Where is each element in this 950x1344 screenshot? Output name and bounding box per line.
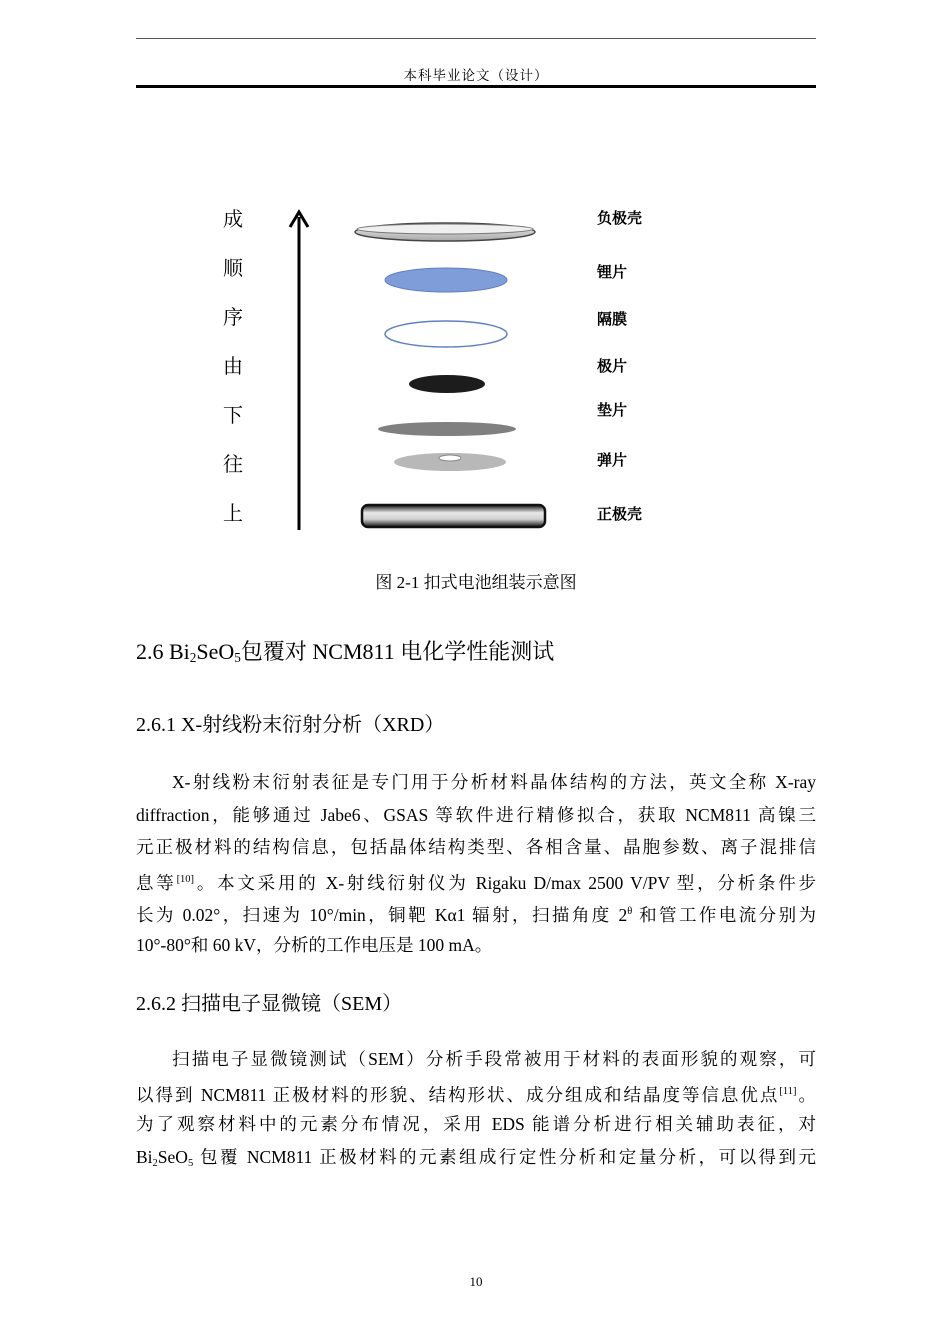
layer-label: 正极壳 — [597, 505, 643, 523]
layer-label: 极片 — [597, 357, 628, 375]
layer-label: 负极壳 — [597, 209, 643, 227]
order-label-char: 下 — [223, 403, 243, 427]
paragraph-line: 以得到 NCM811 正极材料的形貌、结构形状、成分组成和结晶度等信息优点[11]。 — [136, 1084, 816, 1105]
page-number: 10 — [469, 1274, 483, 1289]
running-header: 本科毕业论文（设计） — [403, 68, 549, 83]
section-heading-2-6-2: 2.6.2 扫描电子显微镜（SEM） — [136, 991, 403, 1015]
negative-case-shape — [355, 223, 535, 241]
paragraph-line: 长为 0.02°，扫速为 10°/min，铜靶 Kα1 辐射，扫描角度 $2^\theta$ 和管工作电流分别为 — [136, 904, 817, 925]
lithium-disc-shape — [385, 268, 507, 292]
coin-cell-assembly-figure — [205, 195, 675, 540]
paragraph-line: 扫描电子显微镜测试（SEM）分析手段常被用于材料的表面形貌的观察，可 — [172, 1049, 816, 1069]
paragraph-line: $Bi_2SeO_5$ 包覆 NCM811 正极材料的元素组成行定性分析和定量分析，可以得到元 — [136, 1146, 816, 1169]
layer-label: 隔膜 — [597, 310, 628, 328]
order-label-char: 成 — [223, 207, 243, 231]
header-rule-top — [136, 38, 816, 39]
positive-case-shape — [362, 505, 545, 527]
paragraph-line: diffraction，能够通过 Jabe6、GSAS 等软件进行精修拟合，获取 NCM811 高镍三 — [136, 804, 816, 825]
spacer-shape — [378, 422, 516, 436]
order-label-char: 序 — [223, 305, 243, 329]
electrode-shape — [409, 375, 485, 393]
section-heading-2-6: 2.6 $Bi_2SeO_5$包覆对 NCM811 电化学性能测试 — [136, 639, 555, 665]
layer-label: 锂片 — [597, 263, 628, 281]
xrd-paragraph — [136, 766, 816, 961]
order-label-char: 顺 — [223, 256, 243, 280]
paragraph-line: 10°-80°和 60 kV，分析的工作电压是 100 mA。 — [136, 934, 493, 955]
header-rule-bottom — [136, 85, 816, 88]
order-label-char: 上 — [223, 501, 243, 525]
citation-ref: [11] — [779, 1085, 797, 1097]
order-label-char: 由 — [223, 354, 243, 378]
section-heading-2-6-1: 2.6.1 X-射线粉末衍射分析（XRD） — [136, 712, 445, 736]
paragraph-line: 为了观察材料中的元素分布情况，采用 EDS 能谱分析进行相关辅助表征，对 — [136, 1114, 816, 1134]
paragraph-line: 息等[10]。本文采用的 X-射线衍射仪为 Rigaku D/max 2500 V/PV 型，分析条件步 — [136, 872, 816, 893]
sem-paragraph — [136, 1043, 816, 1173]
separator-shape — [385, 321, 507, 347]
order-label-char: 往 — [223, 452, 243, 476]
layer-label: 垫片 — [597, 401, 628, 419]
paragraph-line: X-射线粉末衍射表征是专门用于分析材料晶体结构的方法，英文全称 X-ray — [172, 772, 816, 792]
citation-ref: [10] — [176, 873, 195, 885]
spring-shape — [394, 453, 506, 471]
layer-label: 弹片 — [597, 451, 628, 469]
figure-caption: 图 2-1 扣式电池组装示意图 — [375, 573, 577, 592]
paragraph-line: 元正极材料的结构信息，包括晶体结构类型、各相含量、晶胞参数、离子混排信 — [136, 837, 816, 857]
